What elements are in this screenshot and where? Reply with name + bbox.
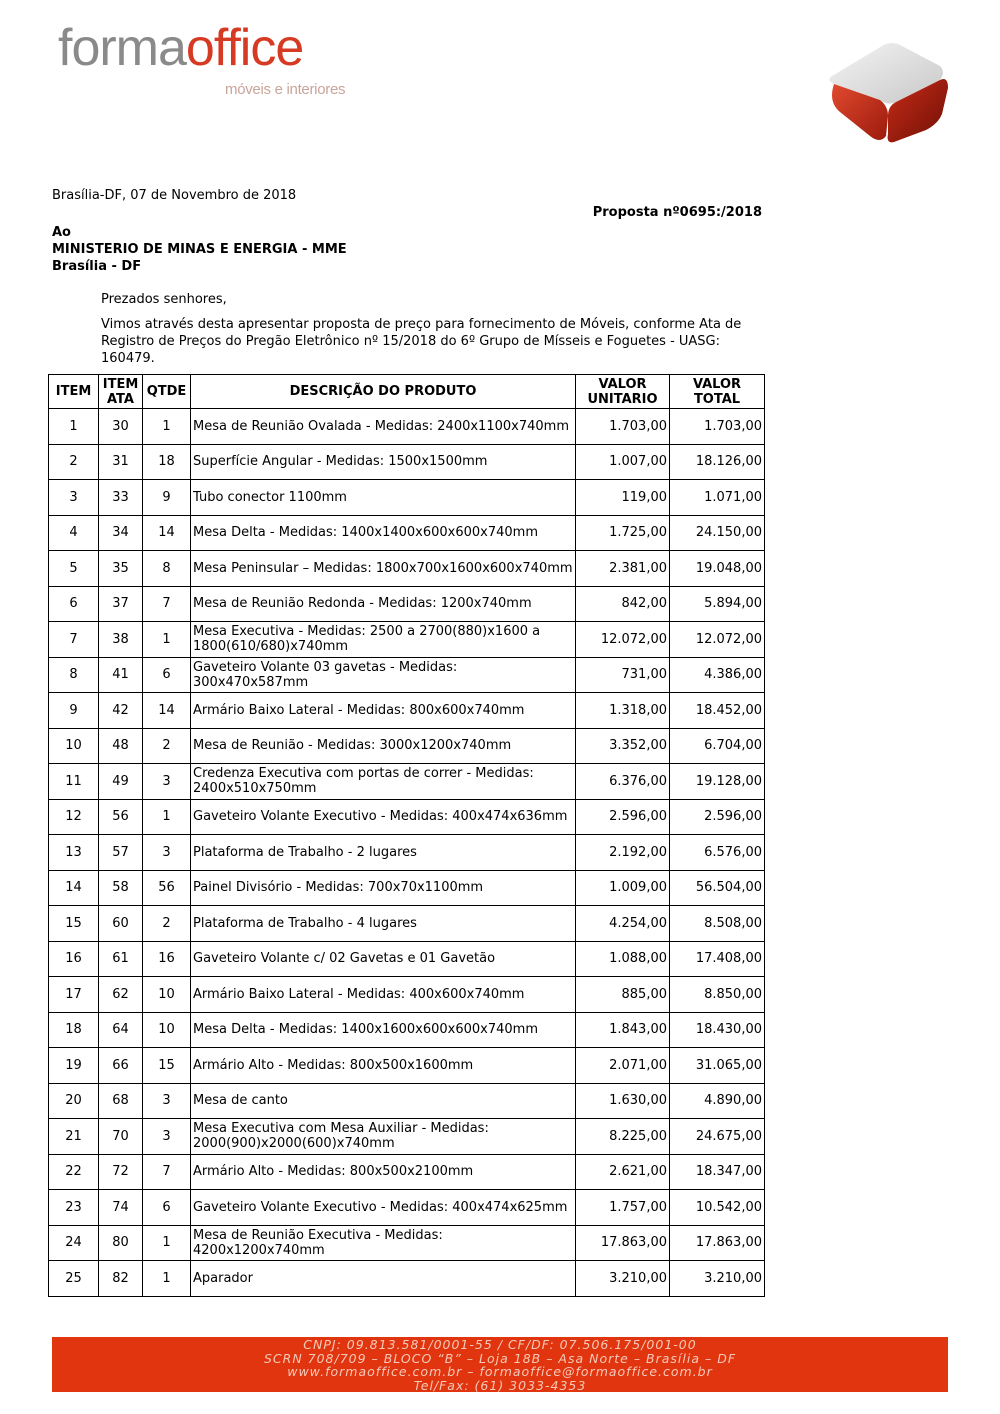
cell-descricao: Aparador [191, 1261, 576, 1297]
cell-descricao: Superfície Angular - Medidas: 1500x1500mm [191, 444, 576, 480]
cell-qtde: 15 [143, 1048, 191, 1084]
table-row [49, 870, 765, 906]
cell-item: 11 [49, 764, 99, 800]
cell-qtde: 7 [143, 586, 191, 622]
col-header-valor-unitario: VALOR UNITARIO [576, 375, 670, 409]
cell-descricao: Armário Alto - Medidas: 800x500x2100mm [191, 1154, 576, 1190]
logo-wordmark [58, 18, 303, 78]
cell-item-ata: 70 [99, 1119, 143, 1155]
cell-valor-unitario: 1.725,00 [576, 515, 670, 551]
cell-qtde: 1 [143, 799, 191, 835]
table-row [49, 444, 765, 480]
col-header-valor-total: VALOR TOTAL [670, 375, 765, 409]
cell-item: 22 [49, 1154, 99, 1190]
cell-item-ata: 60 [99, 906, 143, 942]
cell-qtde: 3 [143, 764, 191, 800]
cell-valor-total: 31.065,00 [670, 1048, 765, 1084]
cell-item-ata: 74 [99, 1190, 143, 1226]
table-row [49, 480, 765, 516]
cell-item-ata: 33 [99, 480, 143, 516]
table-row [49, 728, 765, 764]
cell-item: 19 [49, 1048, 99, 1084]
cell-valor-total: 17.408,00 [670, 941, 765, 977]
cell-descricao: Mesa de canto [191, 1083, 576, 1119]
cell-item-ata: 58 [99, 870, 143, 906]
cell-valor-unitario: 119,00 [576, 480, 670, 516]
cell-descricao: Mesa de Reunião Executiva - Medidas: 4200x1200x740mm [191, 1225, 576, 1261]
table-row [49, 977, 765, 1013]
cell-valor-total: 4.386,00 [670, 657, 765, 693]
cell-descricao: Gaveteiro Volante c/ 02 Gavetas e 01 Gavetão [191, 941, 576, 977]
cell-item: 25 [49, 1261, 99, 1297]
cell-item-ata: 48 [99, 728, 143, 764]
col-header-item-ata: ITEM ATA [99, 375, 143, 409]
logo-forma-text: forma [58, 19, 186, 77]
cell-item-ata: 66 [99, 1048, 143, 1084]
cell-qtde: 1 [143, 622, 191, 658]
greeting: Prezados senhores, [101, 292, 227, 307]
cell-valor-unitario: 2.381,00 [576, 551, 670, 587]
table-row [49, 1261, 765, 1297]
addressee-block [52, 224, 347, 275]
cell-valor-total: 8.850,00 [670, 977, 765, 1013]
cell-item: 15 [49, 906, 99, 942]
cell-descricao: Plataforma de Trabalho - 4 lugares [191, 906, 576, 942]
cell-qtde: 1 [143, 1225, 191, 1261]
table-row [49, 1012, 765, 1048]
cell-valor-total: 18.347,00 [670, 1154, 765, 1190]
logo-office-text: office [185, 19, 304, 77]
cell-valor-unitario: 1.318,00 [576, 693, 670, 729]
cell-item-ata: 64 [99, 1012, 143, 1048]
items-table [48, 374, 765, 1297]
cell-qtde: 1 [143, 1261, 191, 1297]
cell-valor-unitario: 885,00 [576, 977, 670, 1013]
cell-item-ata: 41 [99, 657, 143, 693]
cell-item: 23 [49, 1190, 99, 1226]
cell-item-ata: 38 [99, 622, 143, 658]
cell-item-ata: 62 [99, 977, 143, 1013]
cell-valor-unitario: 2.596,00 [576, 799, 670, 835]
cell-valor-total: 18.126,00 [670, 444, 765, 480]
cell-descricao: Mesa Executiva - Medidas: 2500 a 2700(880)x1600 a 1800(610/680)x740mm [191, 622, 576, 658]
table-row [49, 657, 765, 693]
table-row [49, 586, 765, 622]
cell-qtde: 2 [143, 728, 191, 764]
table-row [49, 906, 765, 942]
cell-descricao: Armário Baixo Lateral - Medidas: 800x600x740mm [191, 693, 576, 729]
addressee-city: Brasília - DF [52, 259, 142, 274]
cell-qtde: 14 [143, 693, 191, 729]
cell-descricao: Gaveteiro Volante Executivo - Medidas: 400x474x625mm [191, 1190, 576, 1226]
cell-descricao: Mesa Delta - Medidas: 1400x1600x600x600x740mm [191, 1012, 576, 1048]
cell-item-ata: 30 [99, 409, 143, 445]
cell-valor-total: 17.863,00 [670, 1225, 765, 1261]
table-row [49, 622, 765, 658]
footer-banner [52, 1337, 948, 1392]
table-row [49, 1119, 765, 1155]
cell-item: 16 [49, 941, 99, 977]
cell-valor-total: 19.048,00 [670, 551, 765, 587]
footer-cnpj: CNPJ: 09.813.581/0001-55 / CF/DF: 07.506.175/001-00 [303, 1337, 697, 1352]
cell-descricao: Gaveteiro Volante 03 gavetas - Medidas: 300x470x587mm [191, 657, 576, 693]
cell-valor-total: 5.894,00 [670, 586, 765, 622]
cell-item: 21 [49, 1119, 99, 1155]
cell-item-ata: 42 [99, 693, 143, 729]
cell-item: 4 [49, 515, 99, 551]
company-logo [58, 18, 358, 108]
addressee-to: Ao [52, 225, 71, 240]
table-row [49, 764, 765, 800]
table-row [49, 693, 765, 729]
cell-item-ata: 56 [99, 799, 143, 835]
cell-descricao: Mesa de Reunião Redonda - Medidas: 1200x740mm [191, 586, 576, 622]
cell-descricao: Mesa de Reunião Ovalada - Medidas: 2400x1100x740mm [191, 409, 576, 445]
cell-qtde: 6 [143, 657, 191, 693]
cell-item: 13 [49, 835, 99, 871]
cell-valor-unitario: 2.192,00 [576, 835, 670, 871]
cell-qtde: 1 [143, 409, 191, 445]
cell-qtde: 3 [143, 835, 191, 871]
cell-descricao: Mesa Executiva com Mesa Auxiliar - Medidas: 2000(900)x2000(600)x740mm [191, 1119, 576, 1155]
cell-item-ata: 49 [99, 764, 143, 800]
proposal-number: Proposta nº0695:/2018 [592, 205, 762, 220]
cell-valor-unitario: 731,00 [576, 657, 670, 693]
cell-valor-total: 10.542,00 [670, 1190, 765, 1226]
cell-valor-total: 24.675,00 [670, 1119, 765, 1155]
cell-descricao: Gaveteiro Volante Executivo - Medidas: 400x474x636mm [191, 799, 576, 835]
cell-valor-total: 24.150,00 [670, 515, 765, 551]
cell-qtde: 10 [143, 977, 191, 1013]
cell-valor-unitario: 1.007,00 [576, 444, 670, 480]
cell-valor-unitario: 1.703,00 [576, 409, 670, 445]
cell-qtde: 56 [143, 870, 191, 906]
addressee-recipient: MINISTERIO DE MINAS E ENERGIA - MME [52, 242, 347, 257]
cell-item-ata: 61 [99, 941, 143, 977]
cell-valor-unitario: 1.843,00 [576, 1012, 670, 1048]
cell-item: 24 [49, 1225, 99, 1261]
cell-valor-unitario: 2.621,00 [576, 1154, 670, 1190]
table-row [49, 1225, 765, 1261]
col-header-item: ITEM [49, 375, 99, 409]
cell-item-ata: 35 [99, 551, 143, 587]
cell-qtde: 14 [143, 515, 191, 551]
cell-valor-total: 4.890,00 [670, 1083, 765, 1119]
cell-valor-unitario: 2.071,00 [576, 1048, 670, 1084]
cell-qtde: 3 [143, 1119, 191, 1155]
cell-qtde: 16 [143, 941, 191, 977]
cell-item: 6 [49, 586, 99, 622]
cell-valor-total: 12.072,00 [670, 622, 765, 658]
cell-qtde: 6 [143, 1190, 191, 1226]
cell-descricao: Armário Baixo Lateral - Medidas: 400x600x740mm [191, 977, 576, 1013]
cell-valor-unitario: 1.630,00 [576, 1083, 670, 1119]
col-header-qtde: QTDE [143, 375, 191, 409]
table-row [49, 1048, 765, 1084]
cell-descricao: Plataforma de Trabalho - 2 lugares [191, 835, 576, 871]
cell-item: 9 [49, 693, 99, 729]
cell-valor-total: 6.704,00 [670, 728, 765, 764]
cell-descricao: Mesa Peninsular – Medidas: 1800x700x1600x600x740mm [191, 551, 576, 587]
cell-valor-unitario: 1.088,00 [576, 941, 670, 977]
table-row [49, 1154, 765, 1190]
cell-item-ata: 34 [99, 515, 143, 551]
cell-item: 3 [49, 480, 99, 516]
table-row [49, 1190, 765, 1226]
table-header-row [49, 375, 765, 409]
cell-item-ata: 31 [99, 444, 143, 480]
cell-item-ata: 80 [99, 1225, 143, 1261]
cell-valor-total: 3.210,00 [670, 1261, 765, 1297]
cell-item: 14 [49, 870, 99, 906]
cell-valor-total: 19.128,00 [670, 764, 765, 800]
cell-valor-unitario: 17.863,00 [576, 1225, 670, 1261]
cell-descricao: Armário Alto - Medidas: 800x500x1600mm [191, 1048, 576, 1084]
cell-qtde: 3 [143, 1083, 191, 1119]
cell-item-ata: 57 [99, 835, 143, 871]
cell-item: 17 [49, 977, 99, 1013]
cell-descricao: Tubo conector 1100mm [191, 480, 576, 516]
cube-logo-icon [822, 28, 952, 148]
cell-valor-total: 8.508,00 [670, 906, 765, 942]
cell-valor-unitario: 4.254,00 [576, 906, 670, 942]
col-header-descricao: DESCRIÇÃO DO PRODUTO [191, 375, 576, 409]
footer-address: SCRN 708/709 – BLOCO “B” – Loja 18B – Asa Norte – Brasília – DF [263, 1350, 737, 1366]
cell-valor-total: 2.596,00 [670, 799, 765, 835]
cell-valor-total: 18.430,00 [670, 1012, 765, 1048]
cell-item: 7 [49, 622, 99, 658]
cell-qtde: 9 [143, 480, 191, 516]
cell-valor-total: 1.071,00 [670, 480, 765, 516]
cell-descricao: Credenza Executiva com portas de correr - Medidas: 2400x510x750mm [191, 764, 576, 800]
cell-valor-total: 1.703,00 [670, 409, 765, 445]
cell-valor-unitario: 3.210,00 [576, 1261, 670, 1297]
cell-valor-total: 18.452,00 [670, 693, 765, 729]
cell-qtde: 8 [143, 551, 191, 587]
table-row [49, 551, 765, 587]
cell-valor-unitario: 842,00 [576, 586, 670, 622]
cell-item-ata: 37 [99, 586, 143, 622]
cell-qtde: 2 [143, 906, 191, 942]
intro-paragraph: Vimos através desta apresentar proposta de preço para fornecimento de Móveis, conforme Ata de Registro de Preços do Pregão Eletrônico nº 15/2018 do 6º Grupo de Mísseis e Foguetes - UASG: 160479. [101, 317, 742, 366]
table-row [49, 799, 765, 835]
cell-item-ata: 72 [99, 1154, 143, 1190]
table-row [49, 835, 765, 871]
table-row [49, 941, 765, 977]
cell-item: 18 [49, 1012, 99, 1048]
cell-valor-total: 6.576,00 [670, 835, 765, 871]
cell-valor-unitario: 8.225,00 [576, 1119, 670, 1155]
cell-item: 12 [49, 799, 99, 835]
cell-valor-unitario: 1.757,00 [576, 1190, 670, 1226]
cell-item: 1 [49, 409, 99, 445]
table-row [49, 515, 765, 551]
cell-descricao: Mesa de Reunião - Medidas: 3000x1200x740mm [191, 728, 576, 764]
cell-descricao: Mesa Delta - Medidas: 1400x1400x600x600x740mm [191, 515, 576, 551]
cell-item: 5 [49, 551, 99, 587]
table-row [49, 409, 765, 445]
cell-valor-unitario: 12.072,00 [576, 622, 670, 658]
cell-qtde: 18 [143, 444, 191, 480]
logo-tagline: móveis e interiores [225, 81, 346, 98]
cell-valor-unitario: 3.352,00 [576, 728, 670, 764]
footer-web-email: www.formaoffice.com.br – formaoffice@formaoffice.com.br [287, 1364, 713, 1379]
footer-phone: Tel/Fax: (61) 3033-4353 [413, 1377, 587, 1393]
cell-item-ata: 68 [99, 1083, 143, 1119]
letter-date: Brasília-DF, 07 de Novembro de 2018 [52, 188, 297, 203]
cell-item: 2 [49, 444, 99, 480]
cell-valor-total: 56.504,00 [670, 870, 765, 906]
cell-item-ata: 82 [99, 1261, 143, 1297]
cell-descricao: Painel Divisório - Medidas: 700x70x1100mm [191, 870, 576, 906]
cell-item: 8 [49, 657, 99, 693]
cell-qtde: 7 [143, 1154, 191, 1190]
cell-item: 10 [49, 728, 99, 764]
cell-valor-unitario: 6.376,00 [576, 764, 670, 800]
cell-item: 20 [49, 1083, 99, 1119]
cell-qtde: 10 [143, 1012, 191, 1048]
table-row [49, 1083, 765, 1119]
cell-valor-unitario: 1.009,00 [576, 870, 670, 906]
